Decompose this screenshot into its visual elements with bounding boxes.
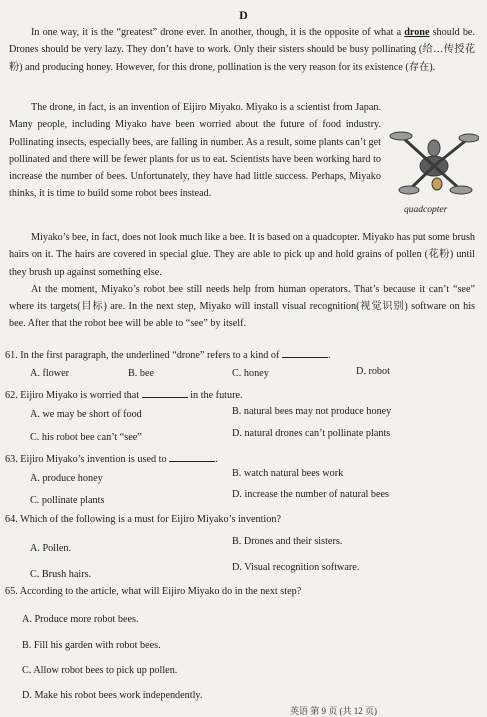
- section-label: D: [239, 8, 248, 22]
- passage-paragraphs-3-4: [9, 229, 475, 333]
- q63-option-d: D. increase the number of natural bees: [232, 489, 389, 500]
- p2-text: The drone, in fact, is an invention of Eijiro Miyako. Miyako is a scientist from Japan. Many people, including Miyako have been worried about the future of food industry. Pollinating insects, especially bees, are falling in number. As a result, some plants can’t get pollinated and there will be fewer plants for us to eat. Scientists have been working hard to increase the number of bees. Unfortunately, they have had little success. Perhaps, Miyako thinks, it is time to build some robot bees instead.: [9, 102, 381, 200]
- question-62: 62. Eijiro Miyako is worried that in the future.: [5, 390, 243, 401]
- p4-text: At the moment, Miyako’s robot bee still needs help from human operators. That’s because it can’t “see” where its targets(目标) are. In the next step, Miyako will install visual recognition(视觉识别) software on his bee. After that the robot bee will be able to “see” by itself.: [9, 283, 475, 330]
- question-61: 61. In the first paragraph, the underlined “drone” refers to a kind of .: [5, 350, 331, 361]
- q65-option-d: D. Make his robot bees work independently.: [22, 690, 203, 701]
- question-63: 63. Eijiro Miyako’s invention is used to .: [5, 454, 218, 465]
- q64-option-c: C. Brush hairs.: [30, 569, 92, 580]
- p1-tail: should be. Drones should be very lazy. They don’t have to work. Only their sisters should be busy pollinating (给…传授花粉) and producing honey. However, for this drone, pollination is the very reason for its existence (存在).: [9, 27, 475, 73]
- q64-option-a: A. Pollen.: [30, 543, 72, 554]
- answer-blank: [142, 388, 188, 398]
- passage-paragraph-2: [9, 99, 381, 203]
- answer-blank: [282, 348, 328, 358]
- q62-option-d: D. natural drones can’t pollinate plants: [232, 428, 391, 439]
- q64-option-b: B. Drones and their sisters.: [232, 536, 343, 547]
- q63-option-b: B. watch natural bees work: [232, 468, 344, 479]
- q62-option-a: A. we may be short of food: [30, 409, 142, 420]
- q63-option-c: C. pollinate plants: [30, 495, 105, 506]
- q61-option-a: A. flower: [30, 368, 70, 379]
- q61-option-d: D. robot: [356, 366, 390, 377]
- q65-option-c: C. Allow robot bees to pick up pollen.: [22, 665, 178, 676]
- figure-caption: quadcopter: [404, 205, 448, 215]
- q65-option-a: A. Produce more robot bees.: [22, 614, 139, 625]
- q63-option-a: A. produce honey: [30, 473, 103, 484]
- q61-option-b: B. bee: [128, 368, 155, 379]
- q62-option-b: B. natural bees may not produce honey: [232, 406, 392, 417]
- q62-option-c: C. his robot bee can’t “see”: [30, 432, 142, 443]
- question-65: 65. According to the article, what will Eijiro Miyako do in the next step?: [5, 586, 302, 597]
- p3-text: Miyako’s bee, in fact, does not look much like a bee. It is based on a quadcopter. Miyako has put some brush hairs on it. The hairs are covered in special glue. They are able to pick up and hold grains of pollen (花粉) until they brush up against something else.: [9, 232, 475, 278]
- q64-option-d: D. Visual recognition software.: [232, 562, 360, 573]
- underlined-drone: drone: [404, 27, 430, 38]
- p1-lead: In one way, it is the “greatest” drone ever. In another, though, it is the opposite of what a: [31, 27, 405, 38]
- answer-blank: [169, 452, 215, 462]
- page-footer: 英语 第 9 页 (共 12 页): [290, 706, 377, 716]
- question-64: 64. Which of the following is a must for Eijiro Miyako’s invention?: [5, 514, 281, 525]
- q65-option-b: B. Fill his garden with robot bees.: [22, 640, 161, 651]
- q61-option-c: C. honey: [232, 368, 269, 379]
- passage-paragraph-1: [9, 24, 475, 76]
